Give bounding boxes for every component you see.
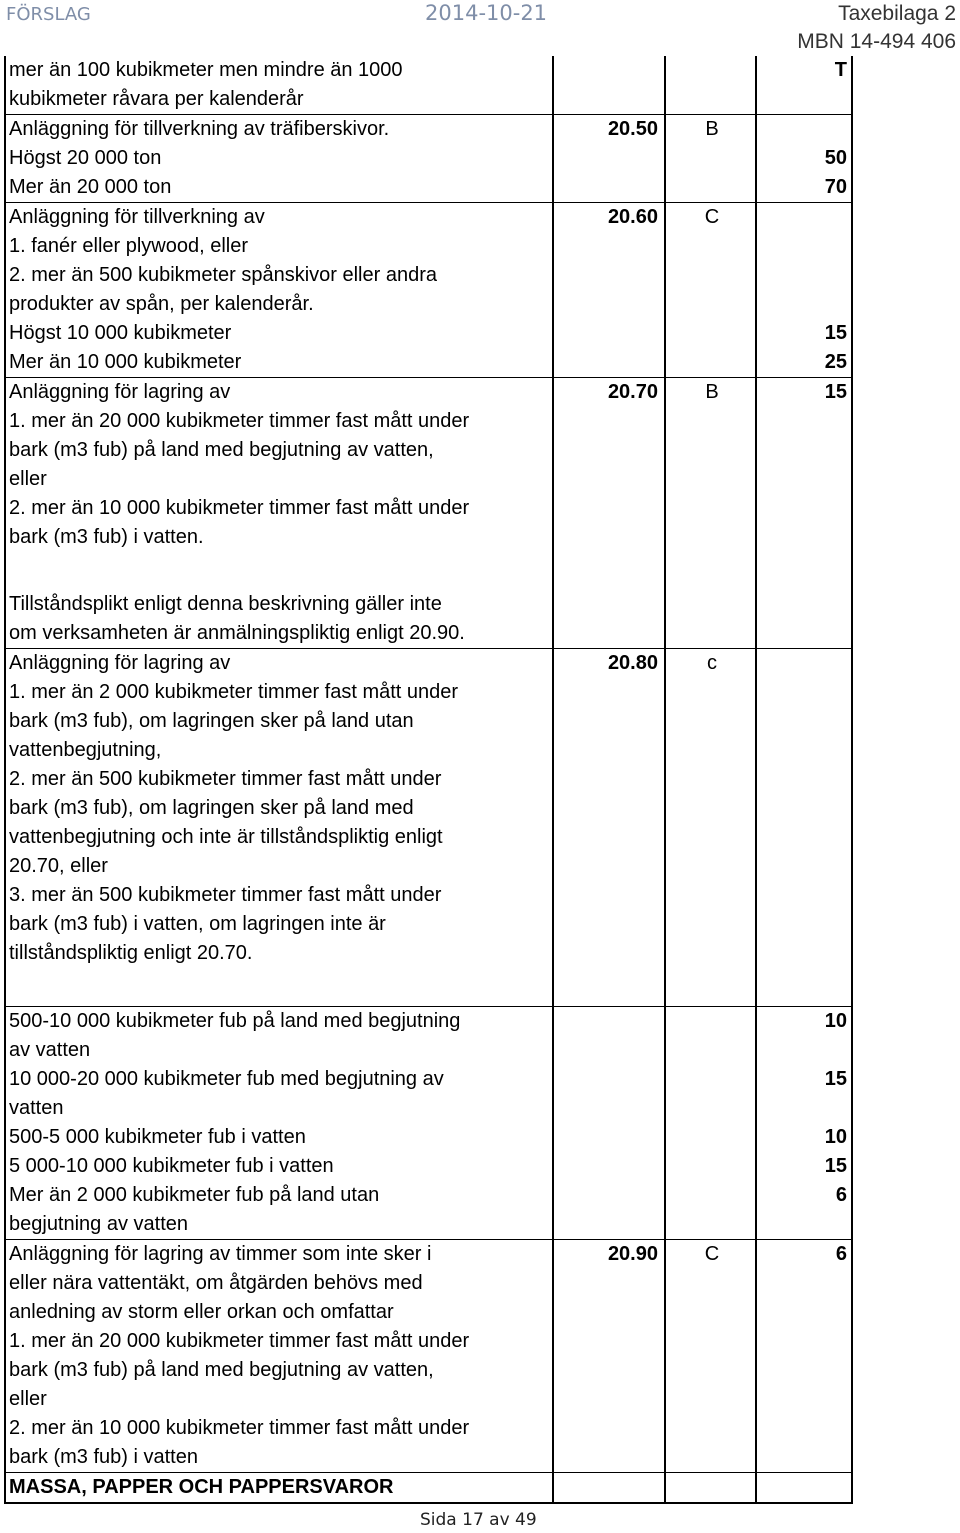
table-row <box>5 794 852 823</box>
row-text: vattenbegjutning och inte är tillståndspliktig enligt <box>5 823 553 852</box>
row-text: 1. mer än 2 000 kubikmeter timmer fast mått under <box>5 678 553 707</box>
row-text: Anläggning för tillverkning av <box>5 203 553 233</box>
row-text: tillståndspliktig enligt 20.70. <box>5 939 553 968</box>
row-text: vatten <box>5 1094 553 1123</box>
row-text: eller nära vattentäkt, om åtgärden behövs med <box>5 1269 553 1298</box>
row-text: eller <box>5 1385 553 1414</box>
row-fee: 10 <box>756 1123 852 1152</box>
table-row <box>5 765 852 794</box>
row-text: bark (m3 fub) på land med begjutning av vatten, <box>5 436 553 465</box>
table-row <box>5 678 852 707</box>
table-row <box>5 881 852 910</box>
table-row <box>5 319 852 348</box>
table-row <box>5 823 852 852</box>
row-fee: T <box>756 56 852 85</box>
table-row <box>5 707 852 736</box>
table-row <box>5 852 852 881</box>
row-text: 10 000-20 000 kubikmeter fub med begjutning av <box>5 1065 553 1094</box>
row-text: Anläggning för lagring av <box>5 378 553 408</box>
row-text: 2. mer än 10 000 kubikmeter timmer fast mått under <box>5 494 553 523</box>
row-text: Mer än 10 000 kubikmeter <box>5 348 553 378</box>
row-fee: 15 <box>756 378 852 408</box>
row-fee: 6 <box>756 1240 852 1270</box>
row-text: 500-5 000 kubikmeter fub i vatten <box>5 1123 553 1152</box>
row-fee: 15 <box>756 1065 852 1094</box>
table-row <box>5 465 852 494</box>
table-row <box>5 1473 852 1504</box>
table-row <box>5 552 852 590</box>
table-row <box>5 494 852 523</box>
table-row <box>5 1152 852 1181</box>
row-text: bark (m3 fub) i vatten, om lagringen inte är <box>5 910 553 939</box>
row-fee: 70 <box>756 173 852 203</box>
table-row <box>5 1007 852 1037</box>
table-row <box>5 348 852 378</box>
table-row <box>5 1356 852 1385</box>
row-text: 1. mer än 20 000 kubikmeter timmer fast mått under <box>5 407 553 436</box>
row-text: om verksamheten är anmälningspliktig enligt 20.90. <box>5 619 553 649</box>
table-row <box>5 1269 852 1298</box>
row-text: bark (m3 fub) i vatten. <box>5 523 553 552</box>
document-date: 2014-10-21 <box>425 1 548 25</box>
table-row <box>5 1240 852 1270</box>
row-text: Högst 20 000 ton <box>5 144 553 173</box>
row-text: begjutning av vatten <box>5 1210 553 1240</box>
table-row <box>5 910 852 939</box>
row-text: 2. mer än 500 kubikmeter timmer fast mått under <box>5 765 553 794</box>
row-text: Anläggning för tillverkning av träfiberskivor. <box>5 115 553 145</box>
table-row <box>5 590 852 619</box>
section-heading: MASSA, PAPPER OCH PAPPERSVAROR <box>5 1473 553 1504</box>
row-text: 20.70, eller <box>5 852 553 881</box>
row-code: 20.90 <box>553 1240 665 1270</box>
row-class: C <box>665 1240 756 1270</box>
row-code: 20.50 <box>553 115 665 145</box>
row-text: 5 000-10 000 kubikmeter fub i vatten <box>5 1152 553 1181</box>
row-class: B <box>665 378 756 408</box>
row-text: Anläggning för lagring av <box>5 649 553 679</box>
draft-label: FÖRSLAG <box>6 4 91 25</box>
row-text: 1. fanér eller plywood, eller <box>5 232 553 261</box>
row-text: bark (m3 fub) på land med begjutning av vatten, <box>5 1356 553 1385</box>
row-text: bark (m3 fub), om lagringen sker på land utan <box>5 707 553 736</box>
document-reference <box>797 0 956 56</box>
row-text: Tillståndsplikt enligt denna beskrivning gäller inte <box>5 590 553 619</box>
table-row <box>5 407 852 436</box>
row-fee: 50 <box>756 144 852 173</box>
row-text: 500-10 000 kubikmeter fub på land med begjutning <box>5 1007 553 1037</box>
table-row <box>5 1385 852 1414</box>
table-row <box>5 173 852 203</box>
table-row <box>5 649 852 679</box>
row-fee: 15 <box>756 319 852 348</box>
row-text: Mer än 20 000 ton <box>5 173 553 203</box>
table-row <box>5 115 852 145</box>
row-code: 20.70 <box>553 378 665 408</box>
appendix-label: Taxebilaga 2 <box>838 2 956 25</box>
row-class: C <box>665 203 756 233</box>
table-row <box>5 968 852 1007</box>
table-row <box>5 232 852 261</box>
table-row <box>5 1181 852 1210</box>
row-code: 20.80 <box>553 649 665 679</box>
table-row <box>5 1094 852 1123</box>
table-row <box>5 85 852 115</box>
table-row <box>5 619 852 649</box>
row-text: 2. mer än 500 kubikmeter spånskivor eller andra <box>5 261 553 290</box>
table-row <box>5 378 852 408</box>
row-text: 1. mer än 20 000 kubikmeter timmer fast mått under <box>5 1327 553 1356</box>
table-row <box>5 523 852 552</box>
row-text: 2. mer än 10 000 kubikmeter timmer fast mått under <box>5 1414 553 1443</box>
table-row <box>5 56 852 85</box>
row-class: c <box>665 649 756 679</box>
table-row <box>5 1123 852 1152</box>
row-class: B <box>665 115 756 145</box>
row-code: 20.60 <box>553 203 665 233</box>
row-text: av vatten <box>5 1036 553 1065</box>
row-text: Högst 10 000 kubikmeter <box>5 319 553 348</box>
table-row <box>5 1036 852 1065</box>
row-fee: 25 <box>756 348 852 378</box>
table-row <box>5 736 852 765</box>
table-row <box>5 1065 852 1094</box>
row-text: bark (m3 fub) i vatten <box>5 1443 553 1473</box>
row-text: bark (m3 fub), om lagringen sker på land med <box>5 794 553 823</box>
row-text: 3. mer än 500 kubikmeter timmer fast mått under <box>5 881 553 910</box>
table-row <box>5 436 852 465</box>
row-fee: 6 <box>756 1181 852 1210</box>
table-row <box>5 1298 852 1327</box>
row-text: mer än 100 kubikmeter men mindre än 1000 <box>5 56 553 85</box>
row-text: vattenbegjutning, <box>5 736 553 765</box>
fee-table <box>4 56 853 1504</box>
row-text: produkter av spån, per kalenderår. <box>5 290 553 319</box>
table-row <box>5 290 852 319</box>
case-number: MBN 14-494 406 <box>797 30 956 53</box>
table-row <box>5 203 852 233</box>
row-text: Anläggning för lagring av timmer som inte sker i <box>5 1240 553 1270</box>
row-fee: 15 <box>756 1152 852 1181</box>
page-number: Sida 17 av 49 <box>420 1510 537 1530</box>
row-text: anledning av storm eller orkan och omfattar <box>5 1298 553 1327</box>
row-text: eller <box>5 465 553 494</box>
table-row <box>5 939 852 968</box>
table-row <box>5 144 852 173</box>
table-row <box>5 261 852 290</box>
row-text: kubikmeter råvara per kalenderår <box>5 85 553 115</box>
table-row <box>5 1210 852 1240</box>
table-row <box>5 1414 852 1443</box>
row-fee: 10 <box>756 1007 852 1037</box>
table-row <box>5 1327 852 1356</box>
table-row <box>5 1443 852 1473</box>
row-text: Mer än 2 000 kubikmeter fub på land utan <box>5 1181 553 1210</box>
